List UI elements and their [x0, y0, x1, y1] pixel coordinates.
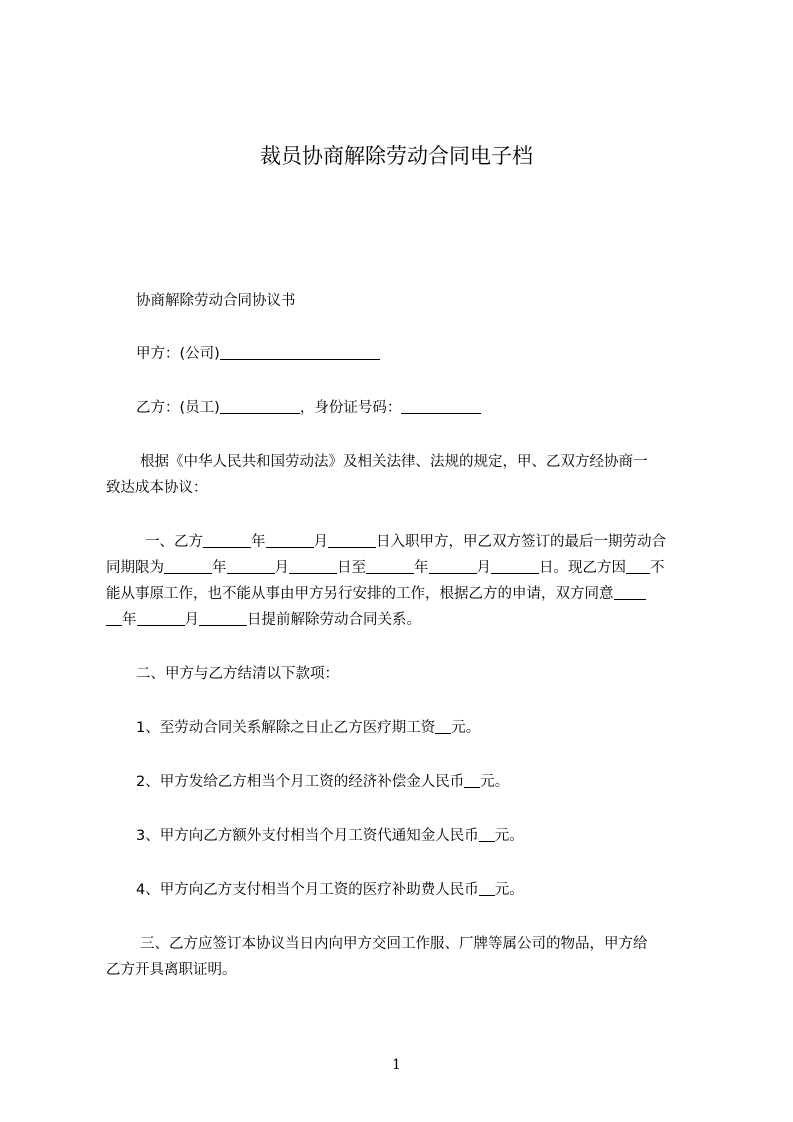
clause1-blank: [199, 611, 247, 626]
clause2-item-blank: [464, 773, 480, 788]
clause1-text: 日提前解除劳动合同关系。: [247, 612, 421, 628]
clause1-blank: [366, 559, 414, 574]
clause1-text: 月: [476, 560, 491, 576]
clause1-blank: [266, 533, 314, 548]
clause1-text: 日。现乙方因: [539, 560, 626, 576]
party-b-id-label: ，身份证号码：: [299, 400, 402, 416]
document-title: 裁员协商解除劳动合同电子档: [260, 144, 533, 168]
clause2-item-text: 元。: [480, 774, 510, 790]
intro-line-1: 根据《中华人民共和国劳动法》及相关法律、法规的规定，甲、乙双方经协商一: [140, 454, 648, 470]
clause1-blank: [429, 559, 477, 574]
clause1-text: 一、乙方: [145, 534, 203, 550]
clause1-text: 同期限为: [106, 560, 164, 576]
clause2-item-text: 2、甲方发给乙方相当个月工资的经济补偿金人民币: [136, 774, 465, 790]
clause2-heading: 二、甲方与乙方结清以下款项：: [136, 666, 339, 682]
party-b-id-blank: [401, 399, 481, 414]
clause1-line-1: [145, 532, 666, 552]
party-a-label: 甲方：(公司): [136, 346, 220, 362]
clause1-blank: [106, 611, 122, 626]
clause1-text: 月: [274, 560, 289, 576]
clause1-blank: [614, 585, 646, 600]
clause1-blank: [328, 533, 376, 548]
clause3-line-1: 三、乙方应签订本协议当日内向甲方交回工作服、厂牌等属公司的物品，甲方给: [140, 936, 648, 952]
agreement-heading: 协商解除劳动合同协议书: [136, 293, 296, 309]
intro-line-2: 致达成本协议：: [106, 480, 208, 496]
clause2-item-blank: [479, 827, 495, 842]
party-b-name-blank: [220, 399, 300, 414]
clause2-item-text: 1、至劳动合同关系解除之日止乙方医疗期工资: [136, 720, 436, 736]
clause1-text: 能从事原工作，也不能从事由甲方另行安排的工作，根据乙方的申请，双方同意: [106, 586, 614, 602]
clause1-text: 年: [414, 560, 429, 576]
clause2-item-4: [136, 880, 524, 900]
clause2-item-blank: [479, 881, 495, 896]
clause1-blank: [137, 611, 185, 626]
clause1-text: 月: [313, 534, 328, 550]
clause2-item-text: 元。: [494, 882, 524, 898]
clause2-item-1: [136, 718, 480, 738]
clause1-text: 年: [122, 612, 137, 628]
clause1-text: 月: [184, 612, 199, 628]
clause2-item-text: 3、甲方向乙方额外支付相当个月工资代通知金人民币: [136, 828, 479, 844]
clause1-blank: [289, 559, 337, 574]
clause1-blank: [491, 559, 539, 574]
clause1-blank: [164, 559, 212, 574]
clause1-blank: [626, 559, 650, 574]
clause2-item-blank: [435, 719, 451, 734]
clause1-text: 年: [212, 560, 227, 576]
clause2-item-text: 元。: [451, 720, 481, 736]
clause1-line-2: [106, 558, 665, 578]
clause1-line-3: [106, 584, 646, 604]
clause3-line-2: 乙方开具离职证明。: [106, 962, 237, 978]
clause1-line-4: [106, 610, 421, 630]
party-a-line: [136, 344, 380, 364]
clause1-blank: [203, 533, 251, 548]
clause1-blank: [227, 559, 275, 574]
clause1-text: 日入职甲方，甲乙双方签订的最后一期劳动合: [376, 534, 666, 550]
party-a-blank: [220, 345, 380, 360]
page-number: 1: [392, 1057, 401, 1073]
party-b-label: 乙方：(员工): [136, 400, 220, 416]
clause2-item-text: 4、甲方向乙方支付相当个月工资的医疗补助费人民币: [136, 882, 479, 898]
clause1-text: 不: [650, 560, 665, 576]
clause1-text: 年: [251, 534, 266, 550]
party-b-line: [136, 398, 481, 418]
clause2-item-3: [136, 826, 524, 846]
clause2-item-text: 元。: [494, 828, 524, 844]
clause2-item-2: [136, 772, 509, 792]
clause1-text: 日至: [337, 560, 366, 576]
